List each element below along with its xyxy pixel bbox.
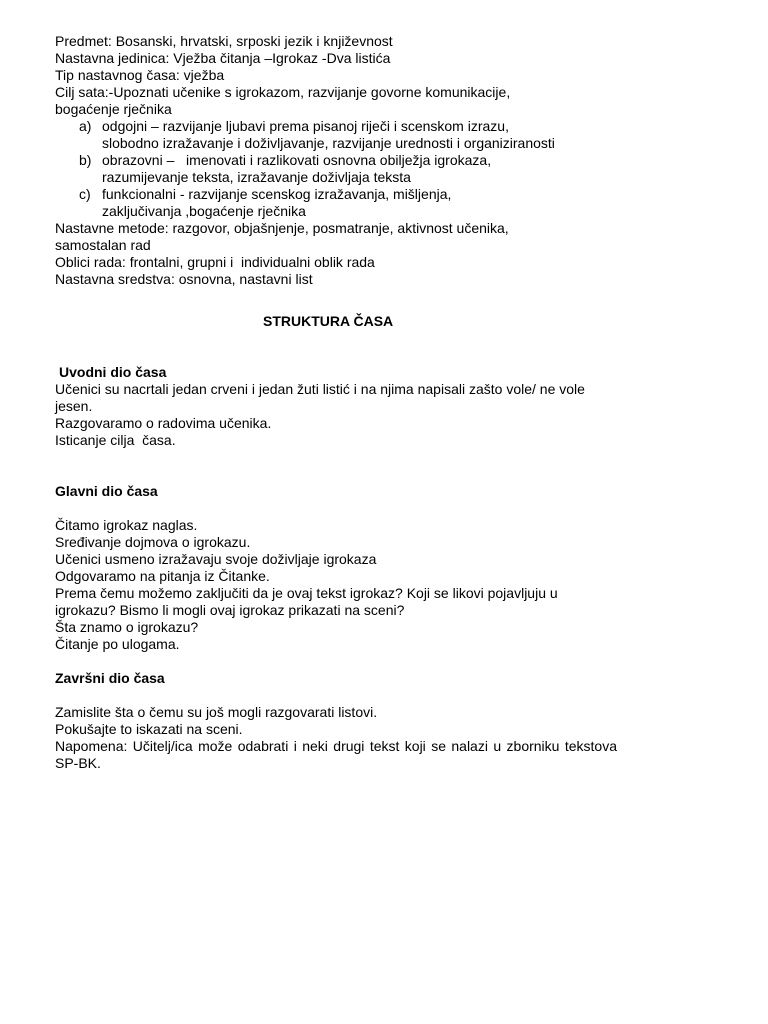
goal-item-odgojni [55,118,617,152]
list-marker: b) [79,152,92,168]
teaching-aids-line: Nastavna sredstva: osnovna, nastavni list [55,271,313,287]
section-heading-glavni: Glavni dio časa [55,483,158,499]
section-glavni [55,517,617,653]
methods-block [55,220,617,288]
work-forms-line: Oblici rada: frontalni, grupni i individualni oblik rada [55,254,375,270]
lesson-unit-line: Nastavna jedinica: Vježba čitanja –Igrokaz -Dva listića [55,50,391,66]
paragraph: Čitanje po ulogama. [55,636,180,652]
list-marker: a) [79,118,92,134]
paragraph: Šta znamo o igrokazu? [55,619,199,635]
section-zavrsni [55,704,617,772]
subject-line: Predmet: Bosanski, hrvatski, srposki jezik i književnost [55,33,393,49]
teaching-methods-line: Nastavne metode: razgovor, objašnjenje, posmatranje, aktivnost učenika, [55,220,509,236]
paragraph: Isticanje cilja časa. [55,432,176,448]
teaching-methods-line-continued: samostalan rad [55,237,151,253]
goal-item-funkcionalni [55,186,617,220]
paragraph: Zamislite šta o čemu su još mogli razgovarati listovi. [55,704,378,720]
paragraph: Razgovaramo o radovima učenika. [55,415,272,431]
header-block [55,33,617,118]
goal-text-continued: zaključivanja ,bogaćenje rječnika [102,203,306,219]
paragraph: Napomena: Učitelj/ica može odabrati i neki drugi tekst koji se nalazi u zborniku tekstova SP-BK. [55,738,617,771]
goal-text: obrazovni – imenovati i razlikovati osnovna obilježja igrokaza, [102,152,492,168]
paragraph: Odgovaramo na pitanja iz Čitanke. [55,568,270,584]
paragraph: Prema čemu možemo zaključiti da je ovaj tekst igrokaz? Koji se likovi pojavljuju u igrokazu? Bismo li mogli ovaj igrokaz prikazati na sceni? [55,585,558,618]
lesson-goal-line: Cilj sata:-Upoznati učenike s igrokazom, razvijanje govorne komunikacije, [55,84,511,100]
lesson-type-line: Tip nastavnog časa: vježba [55,67,225,83]
paragraph: Pokušajte to iskazati na sceni. [55,721,243,737]
section-heading-zavrsni: Završni dio časa [55,670,165,686]
structure-title: STRUKTURA ČASA [263,313,394,329]
goal-item-obrazovni [55,152,617,186]
goals-list [55,118,617,220]
section-heading-uvodni: Uvodni dio časa [59,364,167,380]
paragraph: Sređivanje dojmova o igrokazu. [55,534,251,550]
goal-text: funkcionalni - razvijanje scenskog izražavanja, mišljenja, [102,186,452,202]
lesson-goal-line-continued: bogaćenje rječnika [55,101,172,117]
goal-text-continued: razumijevanje teksta, izražavanje doživljaja teksta [102,169,411,185]
list-marker: c) [79,186,91,202]
paragraph: Učenici usmeno izražavaju svoje doživljaje igrokaza [55,551,377,567]
document-page [55,33,617,772]
paragraph: Čitamo igrokaz naglas. [55,517,198,533]
goal-text-continued: slobodno izražavanje i doživljavanje, razvijanje urednosti i organiziranosti [102,135,555,151]
paragraph: Učenici su nacrtali jedan crveni i jedan žuti listić i na njima napisali zašto vole/ ne vole jesen. [55,381,585,414]
section-uvodni [55,381,617,449]
goal-text: odgojni – razvijanje ljubavi prema pisanoj riječi i scenskom izrazu, [102,118,509,134]
